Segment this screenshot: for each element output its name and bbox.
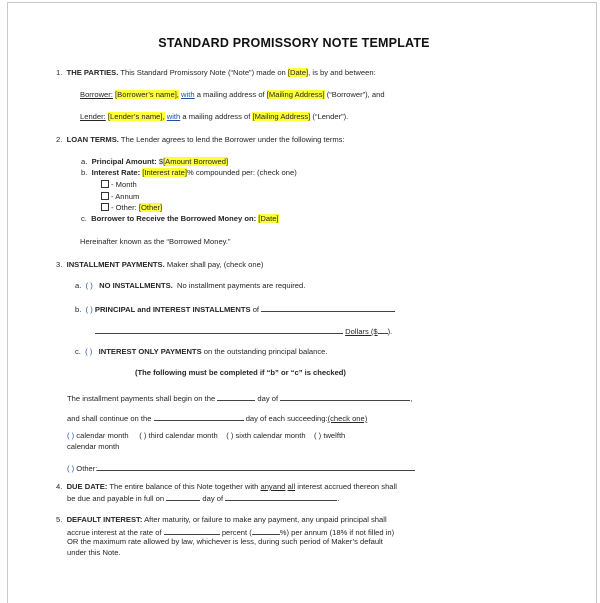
section-3-heading: INSTALLMENT PAYMENTS. [66,260,165,269]
third-month-label: third calendar month [148,431,218,440]
section-5 [56,515,387,525]
section-3-text: Maker shall pay, (check one) [166,260,264,269]
section-3-number: 3. [56,260,63,269]
begin-line: The installment payments shall begin on the day of , [67,394,413,403]
section-2 [56,135,345,145]
no-installments-checkbox[interactable]: ( ) [85,281,93,290]
annum-checkbox[interactable] [101,192,109,200]
section-2-heading: LOAN TERMS. [66,135,119,144]
twelfth-continuation: calendar month [67,442,120,451]
item-c-marker: c. [81,214,87,223]
item-b-marker: b. [75,305,82,314]
begin-month-blank[interactable] [280,392,410,401]
interest-only-label: INTEREST ONLY PAYMENTS [98,347,202,356]
section-5-number: 5. [56,515,63,524]
third-month-checkbox[interactable]: ( ) [139,431,147,440]
succeeding-text: day of each succeeding: [245,414,328,423]
document-title: STANDARD PROMISSORY NOTE TEMPLATE [158,36,430,50]
month-label: - Month [111,180,137,189]
other-frequency-blank[interactable] [97,462,415,471]
dollars-line [95,325,392,337]
due-month-blank[interactable] [225,492,337,501]
dollars-end: ). [387,327,393,336]
interest-rate-field[interactable]: [Interest rate] [142,168,187,177]
default-line-4: under this Note. [67,548,121,557]
borrower-end: (“Borrower”), and [326,90,385,99]
option-other[interactable] [101,203,162,213]
item-b-marker: b. [81,168,88,177]
lender-with: with [166,112,181,121]
interest-only-checkbox[interactable]: ( ) [85,347,93,356]
item-c-marker: c. [75,347,81,356]
interest-rate-label: Interest Rate: [91,168,141,177]
frequency-options [67,431,345,441]
due-day-blank[interactable] [166,492,200,501]
section-5-heading: DEFAULT INTEREST: [66,515,143,524]
per-annum-text: %) per annum (18% if not filled in) [279,528,395,537]
check-one-text: (check one) [327,414,368,423]
option-annum[interactable] [101,192,139,202]
due-date-line: be due and payable in full on day of . [67,494,340,503]
begin-day-of: day of [257,394,279,403]
any-text: any [260,482,273,491]
principal-interest-line [75,303,395,315]
calendar-month-checkbox[interactable]: ( ) [67,431,75,440]
continue-day-blank[interactable] [154,412,244,421]
section-2-text: The Lender agrees to lend the Borrower under the following terms: [120,135,345,144]
hereinafter-text: Hereinafter known as the “Borrowed Money.” [80,237,231,246]
section-2-number: 2. [56,135,63,144]
lender-label: Lender: [80,112,106,121]
borrower-mid: a mailing address of [196,90,265,99]
borrower-line [80,90,385,100]
other-frequency-label: Other: [76,464,98,473]
other-checkbox[interactable] [101,203,109,211]
due-text: be due and payable in full on [67,494,165,503]
dollars-amount-blank[interactable] [378,325,388,334]
interest-only-line [75,347,327,357]
principal-amount-line [81,157,228,167]
sixth-month-label: sixth calendar month [235,431,306,440]
twelfth-checkbox[interactable]: ( ) [314,431,322,440]
section-4-heading: DUE DATE: [66,482,108,491]
due-day-of: day of [202,494,224,503]
completion-note: (The following must be completed if “b” or “c” is checked) [135,368,346,377]
item-a-marker: a. [75,281,82,290]
section-1-number: 1. [56,68,63,77]
and-text: and [272,482,286,491]
section-5-text: After maturity, or failure to make any payment, any unpaid principal shall [144,515,387,524]
dollars-label: Dollars ($ [345,327,378,336]
begin-text: The installment payments shall begin on the [67,394,216,403]
section-1-text: This Standard Promissory Note (“Note”) made on [120,68,286,77]
lender-line [80,112,348,122]
installment-amount-blank[interactable] [261,303,395,312]
other-frequency-line [67,462,415,474]
other-frequency-checkbox[interactable]: ( ) [67,464,75,473]
lender-mid: a mailing address of [182,112,251,121]
lender-name-field[interactable]: [Lender’s name], [107,112,165,121]
all-text: all [287,482,296,491]
rate-number-blank[interactable] [252,526,280,535]
other-label: - Other: [111,203,137,212]
principal-interest-checkbox[interactable]: ( ) [85,305,93,314]
section-4-text-end: interest accrued thereon shall [297,482,397,491]
receive-date-field[interactable]: [Date] [258,214,279,223]
no-installments-text: No installment payments are required. [177,281,306,290]
percent-text: percent ( [221,528,252,537]
receive-date-label: Borrower to Receive the Borrowed Money on: [91,214,257,223]
rate-words-blank[interactable] [164,526,220,535]
principal-dollar-sign: $ [158,157,164,166]
section-1-heading: THE PARTIES. [66,68,119,77]
lender-address-field[interactable]: [Mailing Address] [252,112,311,121]
section-3 [56,260,263,270]
annum-label: - Annum [111,192,140,201]
lender-end: (“Lender”). [312,112,349,121]
date-field[interactable]: [Date] [287,68,309,77]
twelfth-label: twelfth [323,431,346,440]
sixth-month-checkbox[interactable]: ( ) [226,431,234,440]
default-line-3: OR the maximum rate allowed by law, whichever is less, during such period of Maker’s default [67,537,383,546]
no-installments-label: NO INSTALLMENTS. [99,281,173,290]
interest-only-text: on the outstanding principal balance. [203,347,328,356]
other-field[interactable]: [Other] [138,203,163,212]
continue-line [67,412,367,424]
principal-amount-label: Principal Amount: [91,157,157,166]
begin-day-blank[interactable] [217,392,255,401]
principal-interest-label: PRINCIPAL and INTEREST INSTALLMENTS [94,305,251,314]
calendar-month-label: calendar month [76,431,129,440]
borrower-with: with [181,90,195,99]
interest-rate-line [81,168,297,178]
no-installments-line [75,281,305,291]
section-4-text: The entire balance of this Note together with [109,482,259,491]
continue-text: and shall continue on the [67,414,152,423]
of-text: of [252,305,260,314]
principal-amount-field[interactable]: [Amount Borrowed] [163,157,229,166]
month-checkbox[interactable] [101,180,109,188]
rate-text: accrue interest at the rate of [67,528,162,537]
dollars-words-blank[interactable] [95,325,343,334]
interest-rate-text: % compounded per: (check one) [186,168,297,177]
section-4 [56,482,397,492]
section-1 [56,68,376,78]
option-month[interactable] [101,180,137,190]
section-4-number: 4. [56,482,63,491]
borrower-label: Borrower: [80,90,113,99]
item-a-marker: a. [81,157,88,166]
borrower-name-field[interactable]: [Borrower’s name], [115,90,179,99]
borrower-address-field[interactable]: [Mailing Address] [266,90,325,99]
receive-date-line [81,214,279,224]
section-1-text-end: , is by and between: [308,68,376,77]
